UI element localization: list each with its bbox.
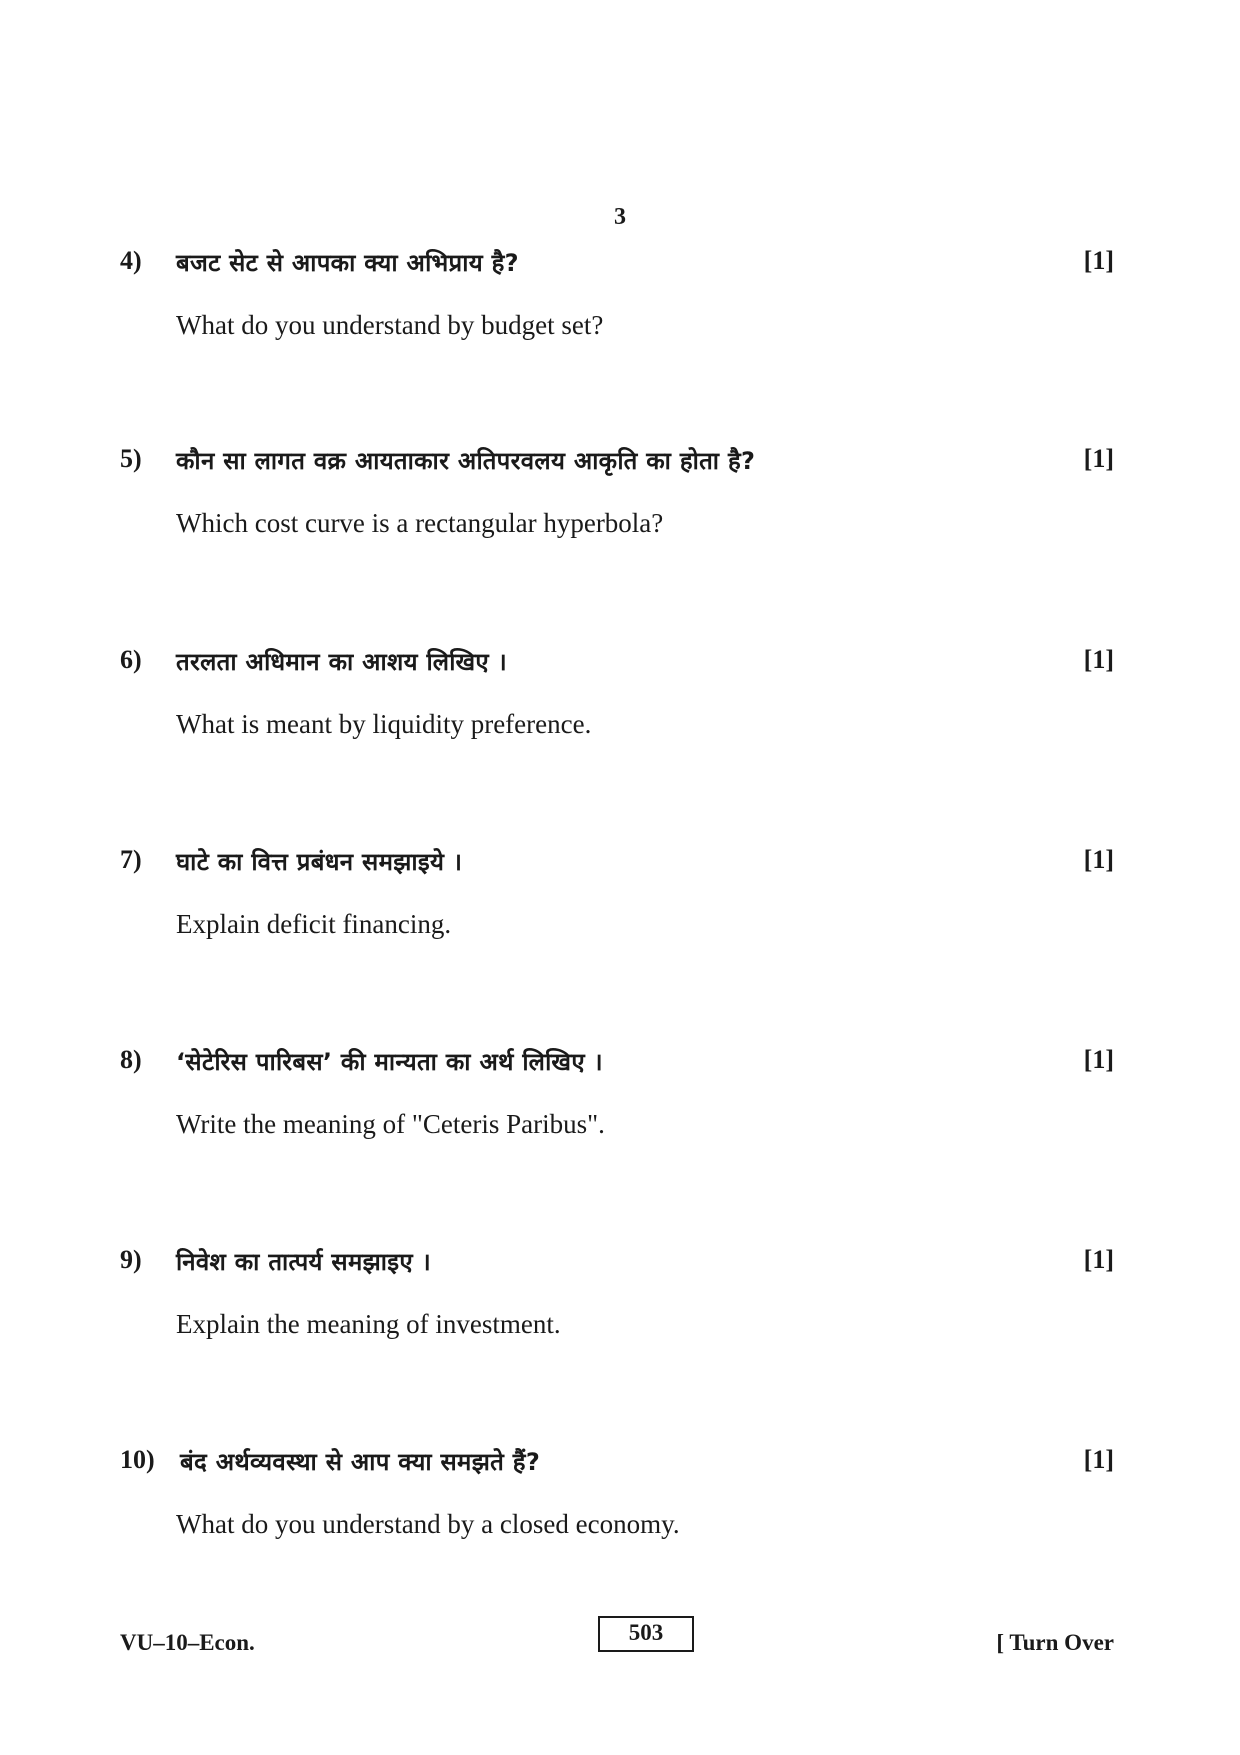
- question-hindi-text: ‘सेटेरिस पारिबस’ की मान्यता का अर्थ लिखिए ।: [176, 1048, 603, 1076]
- question-english-text: Explain the meaning of investment.: [176, 1309, 561, 1339]
- question-english-text: Explain deficit financing.: [176, 909, 452, 939]
- question-hindi-text: बंद अर्थव्यवस्था से आप क्या समझते हैं?: [180, 1448, 541, 1476]
- question-english-text: Write the meaning of "Ceteris Paribus".: [176, 1109, 605, 1139]
- question-english-text: Which cost curve is a rectangular hyperbola?: [176, 508, 664, 538]
- question-marks: [1]: [1083, 645, 1114, 674]
- question-number: 4): [120, 246, 142, 275]
- question-hindi-text: कौन सा लागत वक्र आयताकार अतिपरवलय आकृति का होता है?: [176, 447, 756, 475]
- question-number: 9): [120, 1245, 142, 1274]
- question-marks: [1]: [1083, 1245, 1114, 1274]
- question-hindi-text: तरलता अधिमान का आशय लिखिए ।: [176, 648, 508, 676]
- question-number: 10): [120, 1445, 155, 1474]
- question-marks: [1]: [1083, 845, 1114, 874]
- question-number: 5): [120, 444, 142, 473]
- question-english-text: What do you understand by a closed economy.: [176, 1509, 680, 1539]
- question-marks: [1]: [1083, 444, 1114, 473]
- question-number: 8): [120, 1045, 142, 1074]
- turn-over-label: [ Turn Over: [996, 1630, 1114, 1655]
- question-number: 7): [120, 845, 142, 874]
- question-marks: [1]: [1083, 1445, 1114, 1474]
- question-marks: [1]: [1083, 1045, 1114, 1074]
- question-english-text: What do you understand by budget set?: [176, 310, 604, 340]
- question-marks: [1]: [1083, 246, 1114, 275]
- question-hindi-text: घाटे का वित्त प्रबंधन समझाइये ।: [176, 848, 463, 876]
- paper-code: VU–10–Econ.: [120, 1630, 255, 1655]
- question-number: 6): [120, 645, 142, 674]
- question-english-text: What is meant by liquidity preference.: [176, 709, 592, 739]
- paper-serial-box: 503: [598, 1616, 694, 1652]
- page-number: 3: [614, 204, 626, 230]
- question-hindi-text: बजट सेट से आपका क्या अभिप्राय है?: [176, 249, 519, 277]
- question-hindi-text: निवेश का तात्पर्य समझाइए ।: [176, 1248, 431, 1276]
